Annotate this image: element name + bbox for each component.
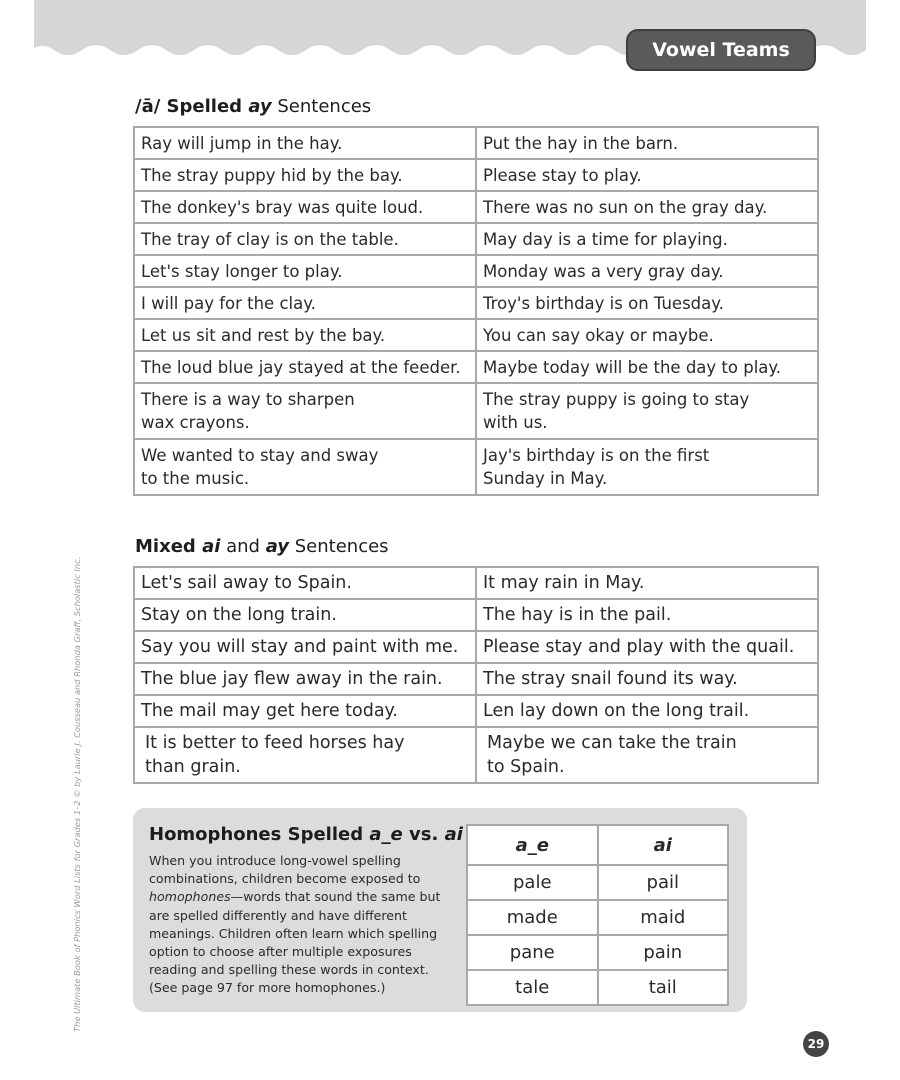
sentence-cell: Troy's birthday is on Tuesday. [476, 287, 818, 319]
sentence-cell: The tray of clay is on the table. [134, 223, 476, 255]
sentence-cell: Maybe today will be the day to play. [476, 351, 818, 383]
sentence-cell: There was no sun on the gray day. [476, 191, 818, 223]
sentence-cell: Monday was a very gray day. [476, 255, 818, 287]
sentence-row [134, 383, 818, 439]
mixed-sentences-table [133, 566, 819, 784]
homophones-header-row [467, 825, 728, 865]
page-number: 29 [803, 1031, 829, 1057]
homophones-title-ae: a_e [369, 824, 403, 845]
sentence-row [134, 695, 818, 727]
section1-title-spelling: ay [248, 96, 272, 117]
sentence-cell: The loud blue jay stayed at the feeder. [134, 351, 476, 383]
homophone-ai: maid [598, 900, 729, 935]
section2-title [135, 536, 389, 557]
section2-title-and: and [220, 536, 266, 557]
sentence-row [134, 631, 818, 663]
sentence-cell: It is better to feed horses hay than grain. [134, 727, 476, 783]
sentence-cell: The stray snail found its way. [476, 663, 818, 695]
sentence-cell: I will pay for the clay. [134, 287, 476, 319]
sentence-cell: Stay on the long train. [134, 599, 476, 631]
homophone-ae: tale [467, 970, 598, 1005]
sentence-cell: You can say okay or maybe. [476, 319, 818, 351]
sentence-row [134, 727, 818, 783]
sentence-cell: The stray puppy hid by the bay. [134, 159, 476, 191]
sentence-cell: Please stay and play with the quail. [476, 631, 818, 663]
sentence-cell: Please stay to play. [476, 159, 818, 191]
homophone-ae: pale [467, 865, 598, 900]
section2-title-rest: Sentences [289, 536, 389, 557]
sentence-cell: It may rain in May. [476, 567, 818, 599]
homophone-ai: tail [598, 970, 729, 1005]
ay-sentences-table [133, 126, 819, 496]
homophones-header-ai: ai [598, 825, 729, 865]
homophones-row [467, 900, 728, 935]
sentence-row [134, 159, 818, 191]
sentence-cell: Let us sit and rest by the bay. [134, 319, 476, 351]
homophones-header-ae: a_e [467, 825, 598, 865]
sentence-cell: The mail may get here today. [134, 695, 476, 727]
sentence-row [134, 599, 818, 631]
sentence-cell: Let's stay longer to play. [134, 255, 476, 287]
section1-title-rest: Sentences [271, 96, 372, 117]
sentence-row [134, 439, 818, 495]
sentence-row [134, 127, 818, 159]
section2-title-ay: ay [265, 536, 290, 557]
homophones-title-vs: vs. [402, 824, 445, 845]
homophones-text-em: homophones [149, 889, 231, 905]
sentence-row [134, 663, 818, 695]
sentence-row [134, 319, 818, 351]
homophones-title-start: Homophones Spelled [149, 824, 370, 845]
sentence-cell: Put the hay in the barn. [476, 127, 818, 159]
section2-title-mixed: Mixed [135, 536, 203, 557]
sentence-cell: The hay is in the pail. [476, 599, 818, 631]
homophone-ae: made [467, 900, 598, 935]
section-tab: Vowel Teams [626, 29, 816, 71]
sentence-cell: Maybe we can take the train to Spain. [476, 727, 818, 783]
sentence-cell: Jay's birthday is on the first Sunday in May. [476, 439, 818, 495]
section2-title-ai: ai [202, 536, 221, 557]
sentence-cell: The stray puppy is going to stay with us. [476, 383, 818, 439]
homophone-ai: pain [598, 935, 729, 970]
sentence-cell: Let's sail away to Spain. [134, 567, 476, 599]
sentence-row [134, 191, 818, 223]
sentence-row [134, 567, 818, 599]
homophones-row [467, 970, 728, 1005]
homophones-title-ai: ai [444, 824, 463, 845]
sentence-cell: The donkey's bray was quite loud. [134, 191, 476, 223]
homophones-title [149, 824, 463, 845]
sentence-cell: The blue jay flew away in the rain. [134, 663, 476, 695]
sentence-row [134, 287, 818, 319]
homophones-row [467, 935, 728, 970]
homophones-table [466, 824, 729, 1006]
homophones-box [133, 808, 747, 1012]
homophones-text-1: When you introduce long-vowel spelling combinations, children become exposed to [149, 853, 421, 887]
sentence-row [134, 223, 818, 255]
sentence-row [134, 255, 818, 287]
homophones-row [467, 865, 728, 900]
section1-title [135, 96, 371, 117]
sentence-cell: We wanted to stay and sway to the music. [134, 439, 476, 495]
section1-title-sound: /ā/ Spelled [135, 96, 249, 117]
sentence-cell: There is a way to sharpen wax crayons. [134, 383, 476, 439]
homophones-description [149, 852, 455, 998]
homophones-text-2: —words that sound the same but are spelled differently and have different meanings. Children often learn which spelling option to choose after multiple exposures reading and spelling these words in context. (See page 97 for more homophones.) [149, 889, 441, 996]
sentence-cell: Ray will jump in the hay. [134, 127, 476, 159]
sentence-cell: May day is a time for playing. [476, 223, 818, 255]
homophone-ai: pail [598, 865, 729, 900]
sentence-cell: Len lay down on the long trail. [476, 695, 818, 727]
copyright-credit: The Ultimate Book of Phonics Word Lists for Grades 1–2 © by Laurie J. Cousseau and Rhonda Graff, Scholastic Inc. [72, 556, 82, 1032]
homophone-ae: pane [467, 935, 598, 970]
sentence-row [134, 351, 818, 383]
sentence-cell: Say you will stay and paint with me. [134, 631, 476, 663]
